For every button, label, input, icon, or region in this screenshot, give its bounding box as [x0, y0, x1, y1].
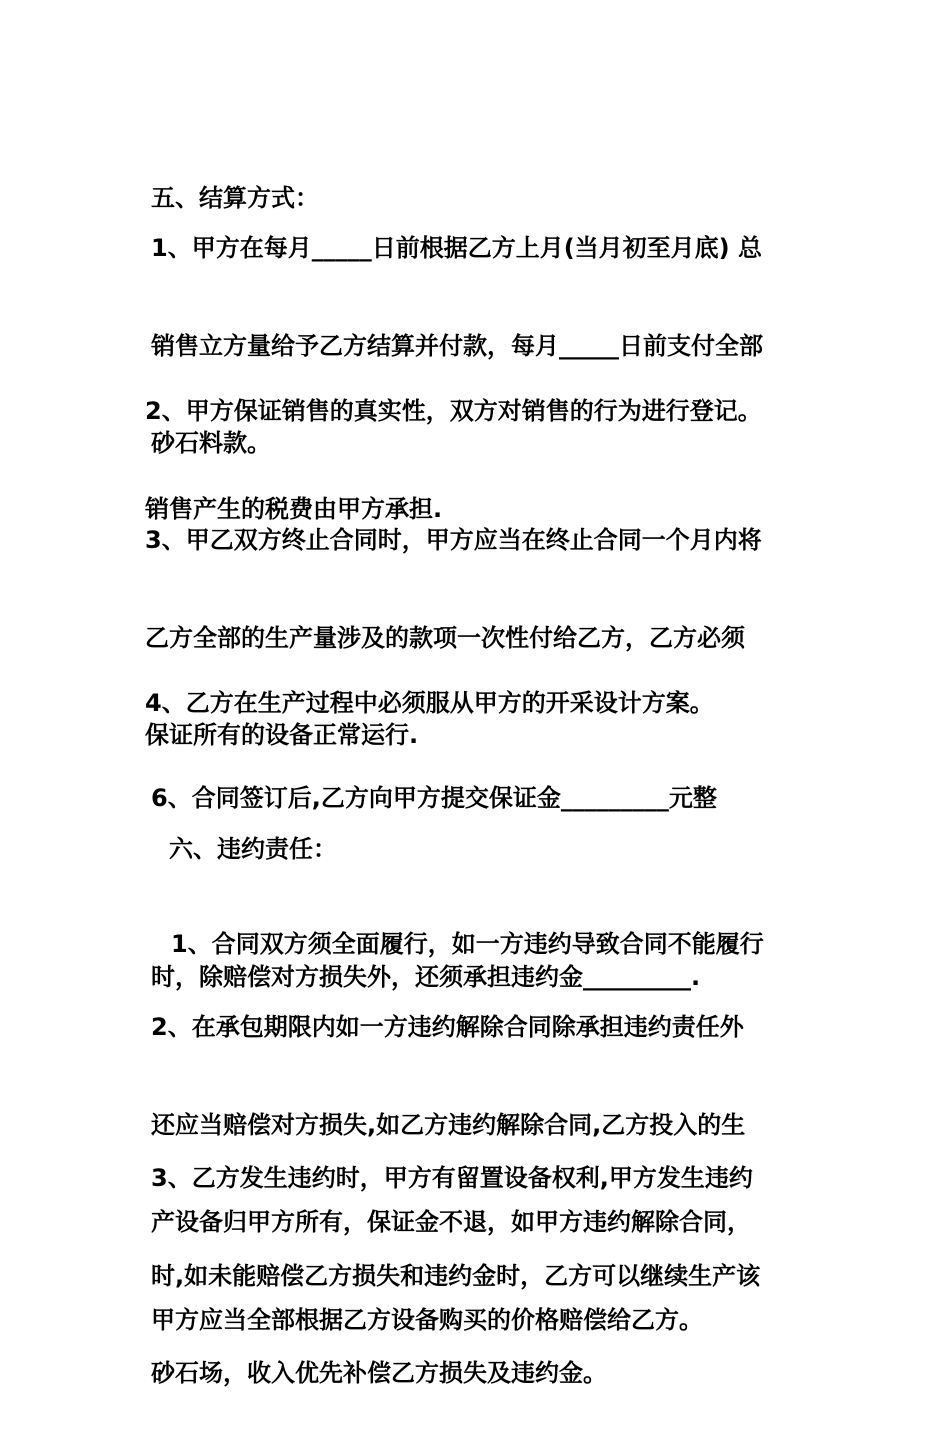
- clause-line: 时，除赔偿对方损失外，还须承担违约金_________.: [151, 963, 701, 991]
- clause-line: 2、在承包期限内如一方违约解除合同除承担违约责任外: [151, 1013, 744, 1041]
- clause-line: 3、甲乙双方终止合同时，甲方应当在终止合同一个月内将: [145, 526, 762, 554]
- clause-line: 乙方全部的生产量涉及的款项一次性付给乙方，乙方必须: [145, 623, 745, 652]
- clause-line: 还应当赔偿对方损失,如乙方违约解除合同,乙方投入的生: [151, 1110, 746, 1139]
- clause-line: 销售产生的税费由甲方承担.: [145, 494, 443, 523]
- clause-line: 销售立方量给予乙方结算并付款，每月_____日前支付全部: [151, 331, 763, 360]
- clause-line: 产设备归甲方所有，保证金不退，如甲方违约解除合同，: [151, 1208, 751, 1236]
- settlement-clause-6: 6、合同签订后,乙方向甲方提交保证金_________元整: [151, 784, 717, 812]
- breach-clause-3: [151, 1097, 760, 1455]
- clause-line: 3、乙方发生违约时，甲方有留置设备权利,甲方发生违约: [151, 1164, 753, 1192]
- settlement-clause-4: 4、乙方在生产过程中必须服从甲方的开采设计方案。: [145, 689, 714, 717]
- clause-line: 1、合同双方须全面履行，如一方违约导致合同不能履行: [171, 930, 764, 958]
- clause-line: 2、甲方保证销售的真实性，双方对销售的行为进行登记。: [145, 397, 762, 425]
- clause-line: 1、甲方在每月_____日前根据乙方上月(当月初至月底) 总: [151, 234, 762, 262]
- clause-line: 甲方应当全部根据乙方设备购买的价格赔偿给乙方。: [151, 1305, 703, 1334]
- section-5-heading: 五、结算方式：: [151, 184, 319, 212]
- clause-line: 砂石料款。: [151, 429, 271, 457]
- clause-line: 保证所有的设备正常运行.: [145, 721, 419, 749]
- clause-line: 砂石场，收入优先补偿乙方损失及违约金。: [151, 1359, 607, 1387]
- section-6-heading: 六、违约责任：: [169, 835, 337, 863]
- clause-line: 时,如未能赔偿乙方损失和违约金时，乙方可以继续生产该: [151, 1261, 761, 1290]
